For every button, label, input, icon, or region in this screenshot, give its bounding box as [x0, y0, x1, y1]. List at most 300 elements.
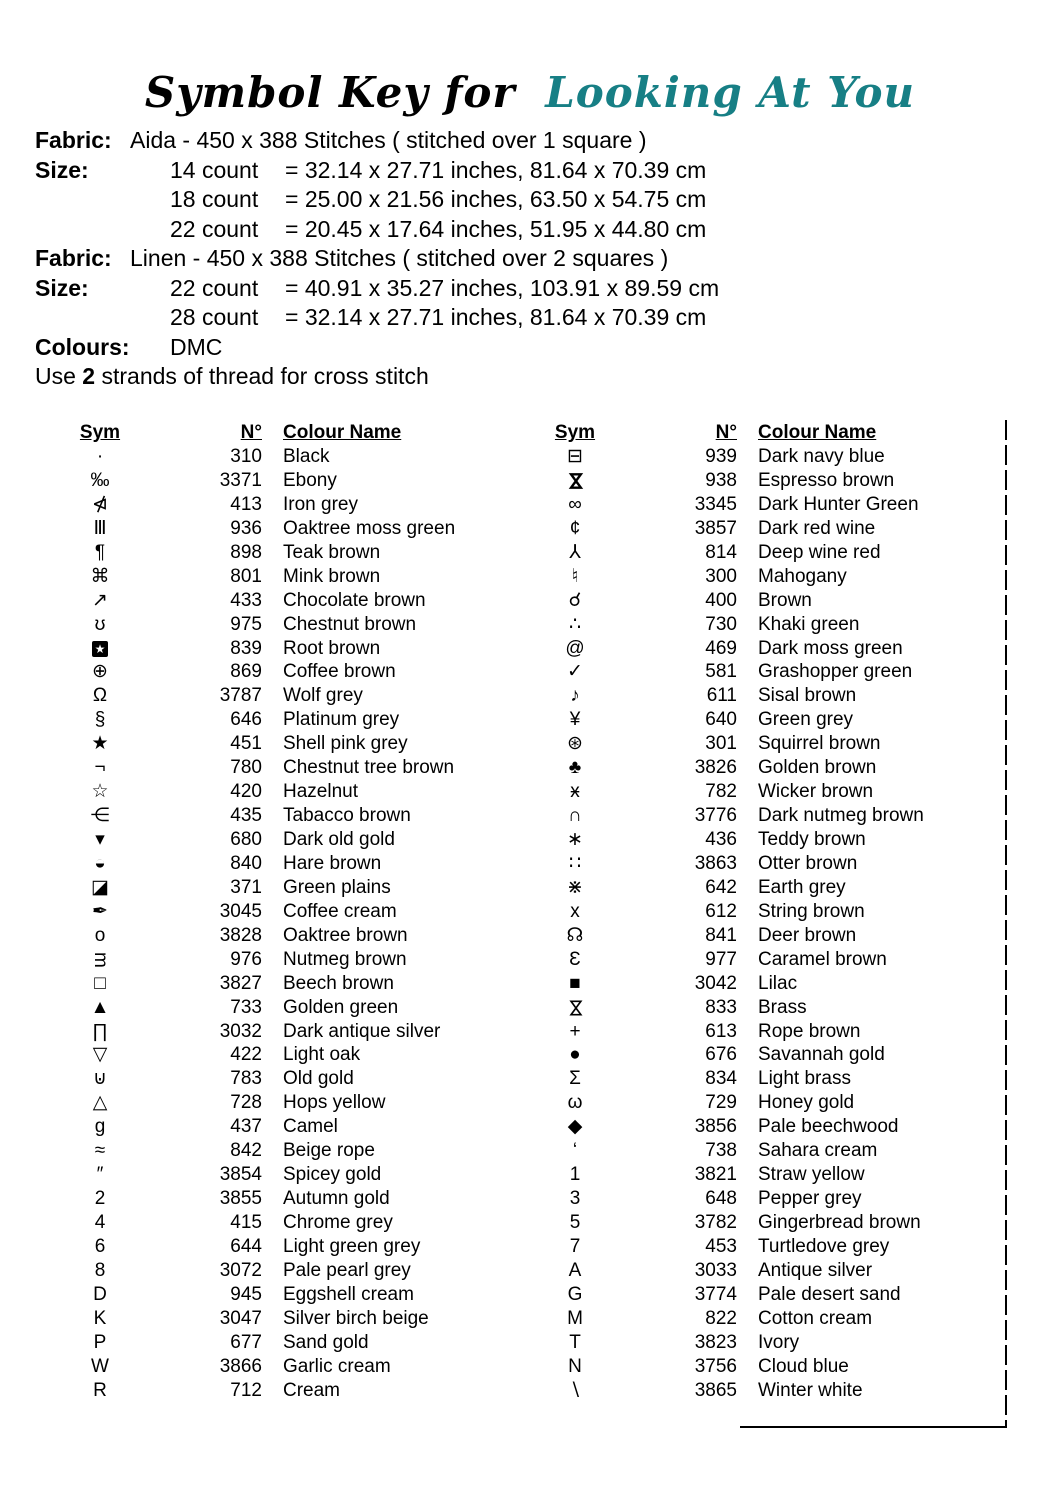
symbol-cell: ⋈ — [564, 471, 586, 491]
thread-number-cell: 437 — [230, 1116, 262, 1138]
thread-number-cell: 834 — [705, 1068, 737, 1090]
thread-number-cell: 3826 — [694, 757, 737, 779]
table-row — [545, 972, 1007, 996]
symbol-cell: W — [91, 1355, 109, 1377]
colour-name-cell: Oaktree moss green — [283, 517, 456, 539]
thread-number-cell: 433 — [230, 589, 262, 611]
symbol-cell: 8 — [94, 1259, 106, 1281]
thread-number-cell: 400 — [705, 589, 737, 611]
info-label: Size: — [35, 274, 89, 301]
table-row — [545, 756, 1007, 780]
table-row — [70, 1283, 502, 1307]
info-row-size-18 — [35, 185, 719, 215]
colour-name-cell: Chrome grey — [283, 1212, 393, 1233]
symbol-cell: x — [570, 900, 580, 922]
colour-name-cell: Hops yellow — [283, 1092, 386, 1114]
thread-number-cell: 420 — [230, 781, 262, 803]
thread-number-cell: 611 — [706, 685, 737, 707]
thread-number-cell: 612 — [705, 900, 737, 922]
info-value: = 40.91 x 35.27 inches, 103.91 x 89.59 cm — [285, 274, 720, 301]
thread-number-cell: 3857 — [694, 517, 737, 539]
thread-number-cell: 469 — [705, 637, 737, 659]
table-row — [545, 517, 1007, 541]
table-row — [545, 876, 1007, 900]
symbol-cell: ◒ — [94, 852, 106, 874]
thread-number-cell: 977 — [705, 948, 737, 970]
header-sym: Sym — [554, 422, 596, 443]
symbol-cell: ♪ — [570, 685, 580, 707]
table-body-left — [70, 445, 502, 1403]
header-number: N° — [715, 422, 737, 443]
thread-number-cell: 415 — [230, 1212, 262, 1233]
colour-name-cell: Teak brown — [283, 541, 381, 563]
table-row — [70, 1307, 502, 1331]
table-row — [545, 1067, 1007, 1091]
symbol-cell: N — [568, 1355, 582, 1377]
symbol-cell: ↗ — [92, 589, 108, 611]
colour-name-cell: Eggshell cream — [283, 1283, 414, 1305]
thread-number-cell: 936 — [230, 517, 262, 539]
colour-name-cell: Teddy brown — [758, 829, 866, 850]
thread-number-cell: 648 — [705, 1188, 737, 1210]
thread-number-cell: 413 — [230, 493, 262, 515]
colour-name-cell: Silver birch beige — [283, 1307, 429, 1329]
symbol-cell: T — [569, 1331, 581, 1353]
colour-name-cell: Light green grey — [283, 1235, 421, 1257]
symbol-cell: Ɛ — [569, 948, 581, 970]
thread-number-cell: 436 — [705, 829, 737, 850]
thread-number-cell: 841 — [705, 924, 737, 946]
info-label — [35, 185, 130, 215]
colour-name-cell: Green plains — [283, 876, 391, 898]
colour-name-cell: Garlic cream — [283, 1355, 391, 1377]
thread-number-cell: 3855 — [219, 1188, 262, 1210]
table-row — [545, 493, 1007, 517]
info-count: 28 count — [170, 304, 259, 330]
colour-name-cell: Old gold — [283, 1068, 354, 1090]
thread-number-cell: 3072 — [219, 1259, 262, 1281]
symbol-cell: Σ — [569, 1068, 581, 1090]
thread-number-cell: 783 — [230, 1068, 262, 1090]
symbol-cell: ʊ — [94, 613, 106, 635]
table-row — [545, 1115, 1007, 1139]
symbol-cell: ◆ — [567, 1116, 583, 1138]
symbol-cell: m — [89, 951, 111, 968]
symbol-cell: ✒ — [92, 900, 108, 922]
table-row — [545, 660, 1007, 684]
thread-number-cell: 898 — [230, 541, 262, 563]
thread-number-cell: 3827 — [219, 972, 262, 994]
table-row — [70, 1139, 502, 1163]
info-count: 22 count — [170, 274, 259, 301]
colour-name-cell: Wicker brown — [758, 781, 874, 803]
table-row — [545, 1187, 1007, 1211]
thread-number-cell: 300 — [705, 565, 737, 587]
symbol-cell: ▲ — [90, 996, 110, 1018]
table-row — [545, 804, 1007, 828]
thread-number-cell: 3345 — [694, 493, 737, 515]
colour-name-cell: Dark antique silver — [283, 1020, 441, 1042]
table-row — [545, 900, 1007, 924]
colour-name-cell: Light brass — [758, 1068, 851, 1090]
symbol-cell: § — [94, 709, 106, 731]
colour-name-cell: Light oak — [283, 1044, 361, 1066]
symbol-cell: ∏ — [92, 1020, 108, 1042]
table-row — [545, 469, 1007, 493]
symbol-cell: ω — [567, 1092, 583, 1114]
symbol-cell: ■ — [569, 972, 581, 994]
symbol-cell: · — [96, 446, 104, 467]
colour-name-cell: Hare brown — [283, 852, 382, 874]
strands-prefix: Use — [35, 363, 76, 389]
symbol-cell: ● — [569, 1044, 581, 1066]
colour-name-cell: Autumn gold — [283, 1188, 390, 1210]
thread-number-cell: 842 — [230, 1140, 262, 1162]
symbol-cell: ☌ — [568, 589, 582, 611]
thread-number-cell: 728 — [230, 1092, 262, 1114]
table-row — [70, 780, 502, 804]
colour-name-cell: Camel — [283, 1116, 338, 1138]
thread-number-cell: 730 — [705, 613, 737, 635]
table-row — [70, 541, 502, 565]
info-value: Aida - 450 x 388 Stitches ( stitched over 1 square ) — [130, 127, 647, 153]
thread-number-cell: 975 — [230, 613, 262, 635]
colour-name-cell: Squirrel brown — [758, 733, 881, 755]
colour-name-cell: Cloud blue — [758, 1355, 849, 1377]
table-row — [545, 996, 1007, 1020]
table-row — [70, 1115, 502, 1139]
info-label: Colours: — [35, 333, 130, 360]
colour-name-cell: Brown — [758, 589, 812, 611]
thread-number-cell: 712 — [230, 1379, 262, 1401]
symbol-cell: ⋪ — [92, 493, 108, 515]
colour-name-cell: Earth grey — [758, 876, 846, 898]
table-row — [70, 1043, 502, 1067]
thread-number-cell: 310 — [230, 446, 262, 467]
colour-name-cell: Dark old gold — [283, 829, 395, 850]
symbol-cell: ⋈ — [564, 998, 586, 1018]
colour-name-cell: Dark red wine — [758, 517, 876, 539]
symbol-cell: R — [93, 1379, 107, 1401]
table-row — [70, 756, 502, 780]
symbol-cell: ♮ — [571, 565, 579, 587]
table-row — [545, 684, 1007, 708]
colour-name-cell: Rope brown — [758, 1020, 861, 1042]
colour-name-cell: Golden green — [283, 996, 399, 1018]
strands-note — [35, 362, 719, 392]
colour-name-cell: Pale beechwood — [758, 1116, 899, 1138]
table-row — [545, 1043, 1007, 1067]
colour-name-cell: Golden brown — [758, 757, 877, 779]
table-row — [70, 732, 502, 756]
header-number: N° — [240, 422, 262, 443]
table-row — [70, 1163, 502, 1187]
thread-number-cell: 814 — [705, 541, 737, 563]
symbol-cell: K — [93, 1307, 107, 1329]
symbol-cell: ∷ — [568, 852, 582, 874]
thread-number-cell: 3032 — [219, 1020, 262, 1042]
thread-number-cell: 3828 — [219, 924, 262, 946]
symbol-cell: ▾ — [95, 829, 105, 850]
table-row — [545, 613, 1007, 637]
thread-number-cell: 646 — [230, 709, 262, 731]
info-row-size-22 — [35, 215, 719, 245]
table-row — [545, 852, 1007, 876]
thread-number-cell: 840 — [230, 852, 262, 874]
pattern-info — [35, 126, 719, 392]
thread-number-cell: 677 — [230, 1331, 262, 1353]
colour-name-cell: Chestnut tree brown — [283, 757, 455, 779]
colour-name-cell: Sand gold — [283, 1331, 369, 1353]
table-row — [545, 1139, 1007, 1163]
info-label: Fabric: — [35, 245, 112, 271]
symbol-cell: 4 — [94, 1212, 106, 1233]
thread-number-cell: 435 — [230, 805, 262, 827]
table-row — [545, 1379, 1007, 1403]
info-row-size-14 — [35, 156, 719, 186]
thread-number-cell: 945 — [230, 1283, 262, 1305]
thread-number-cell: 3047 — [219, 1307, 262, 1329]
symbol-cell: □ — [94, 972, 106, 994]
colour-name-cell: Coffee cream — [283, 900, 397, 922]
colour-name-cell: Hazelnut — [283, 781, 358, 803]
colour-name-cell: Pale pearl grey — [283, 1259, 411, 1281]
table-row — [70, 1259, 502, 1283]
header-colour-name: Colour Name — [283, 422, 402, 443]
thread-number-cell: 451 — [230, 733, 262, 755]
symbol-cell: G — [567, 1283, 583, 1305]
symbol-cell: g — [94, 1116, 106, 1138]
table-row — [70, 1091, 502, 1115]
table-row — [545, 1307, 1007, 1331]
symbol-cell: ★ — [91, 733, 109, 755]
table-row — [545, 445, 1007, 469]
table-row — [70, 565, 502, 589]
symbol-cell: ♣ — [568, 757, 582, 779]
strands-suffix: strands of thread for cross stitch — [101, 363, 429, 389]
colour-name-cell: Caramel brown — [758, 948, 887, 970]
colour-name-cell: Pale desert sand — [758, 1283, 901, 1305]
table-row — [70, 828, 502, 852]
symbol-cell: ☆ — [91, 781, 109, 803]
table-row — [545, 589, 1007, 613]
symbol-key-column-right — [545, 420, 1007, 1428]
thread-number-cell: 301 — [705, 733, 737, 755]
thread-number-cell: 729 — [705, 1092, 737, 1114]
colour-name-cell: Ivory — [758, 1331, 800, 1353]
symbol-cell: ⅄ — [569, 541, 581, 563]
colour-name-cell: Deer brown — [758, 924, 857, 946]
info-label: Fabric: — [35, 127, 112, 153]
colour-name-cell: Winter white — [758, 1379, 863, 1401]
table-row — [70, 1331, 502, 1355]
symbol-cell: ★ — [92, 641, 108, 657]
info-count: 22 count — [170, 215, 259, 242]
symbol-cell: ¶ — [94, 541, 106, 563]
header-colour-name: Colour Name — [758, 422, 877, 443]
thread-number-cell: 644 — [230, 1235, 262, 1257]
symbol-cell: ‘ — [572, 1140, 578, 1162]
symbol-cell: ⋲ — [90, 805, 110, 827]
colour-name-cell: Nutmeg brown — [283, 948, 407, 970]
symbol-cell: 5 — [569, 1212, 581, 1233]
table-row — [70, 900, 502, 924]
symbol-cell: o — [94, 924, 106, 946]
table-row — [70, 684, 502, 708]
info-row-size-28-linen — [35, 303, 719, 333]
thread-number-cell: 640 — [705, 709, 737, 731]
table-row — [70, 445, 502, 469]
symbol-cell: ⊛ — [567, 733, 583, 755]
thread-number-cell: 869 — [230, 661, 262, 683]
thread-number-cell: 738 — [705, 1140, 737, 1162]
colour-name-cell: Coffee brown — [283, 661, 396, 683]
strands-count: 2 — [82, 363, 96, 389]
colour-name-cell: Wolf grey — [283, 685, 363, 707]
colour-name-cell: Cream — [283, 1379, 341, 1401]
thread-number-cell: 3033 — [694, 1259, 737, 1281]
thread-number-cell: 3371 — [219, 469, 262, 491]
colour-name-cell: Oaktree brown — [283, 924, 408, 946]
symbol-cell: ∩ — [568, 805, 582, 827]
colour-name-cell: Brass — [758, 996, 807, 1018]
colour-name-cell: Gingerbread brown — [758, 1212, 921, 1233]
thread-number-cell: 453 — [705, 1235, 737, 1257]
colour-name-cell: Otter brown — [758, 852, 858, 874]
table-row — [545, 948, 1007, 972]
colour-name-cell: Honey gold — [758, 1092, 855, 1114]
table-row — [70, 708, 502, 732]
thread-number-cell: 613 — [705, 1020, 737, 1042]
thread-number-cell: 822 — [705, 1307, 737, 1329]
table-row — [545, 780, 1007, 804]
symbol-cell: ☊ — [566, 924, 584, 946]
colour-name-cell: Dark nutmeg brown — [758, 805, 924, 827]
colour-name-cell: Turtledove grey — [758, 1235, 890, 1257]
thread-number-cell: 833 — [705, 996, 737, 1018]
info-label — [35, 303, 130, 333]
table-row — [70, 589, 502, 613]
colour-name-cell: Shell pink grey — [283, 733, 408, 755]
thread-number-cell: 3821 — [694, 1164, 737, 1186]
table-row — [70, 972, 502, 996]
table-row — [70, 1235, 502, 1259]
symbol-cell: + — [569, 1020, 581, 1042]
table-row — [70, 1020, 502, 1044]
table-row — [545, 637, 1007, 661]
thread-number-cell: 976 — [230, 948, 262, 970]
table-row — [70, 852, 502, 876]
info-value: = 32.14 x 27.71 inches, 81.64 x 70.39 cm — [285, 156, 707, 183]
header-sym: Sym — [79, 422, 121, 443]
thread-number-cell: 782 — [705, 781, 737, 803]
symbol-cell: ◪ — [91, 876, 109, 898]
info-row-fabric-linen — [35, 244, 719, 274]
colour-name-cell: Savannah gold — [758, 1044, 885, 1066]
symbol-cell: ∖ — [568, 1379, 582, 1401]
info-value: = 20.45 x 17.64 inches, 51.95 x 44.80 cm — [285, 215, 707, 242]
title-prefix: Symbol Key for — [144, 68, 516, 117]
thread-number-cell: 3856 — [694, 1116, 737, 1138]
info-value: = 25.00 x 21.56 inches, 63.50 x 54.75 cm — [285, 186, 707, 212]
colour-name-cell: Antique silver — [758, 1259, 873, 1281]
table-row — [70, 1355, 502, 1379]
thread-number-cell: 839 — [230, 637, 262, 659]
table-row — [70, 948, 502, 972]
thread-number-cell: 938 — [705, 469, 737, 491]
colour-name-cell: Root brown — [283, 637, 381, 659]
colour-name-cell: Mink brown — [283, 565, 381, 587]
thread-number-cell: 371 — [230, 876, 262, 898]
symbol-cell: ″ — [96, 1164, 104, 1186]
colour-name-cell: Platinum grey — [283, 709, 400, 731]
table-row — [545, 1259, 1007, 1283]
thread-number-cell: 3042 — [694, 972, 737, 994]
table-row — [70, 924, 502, 948]
thread-number-cell: 3865 — [694, 1379, 737, 1401]
symbol-cell: ⊟ — [567, 446, 583, 467]
thread-number-cell: 3782 — [694, 1212, 737, 1233]
thread-number-cell: 780 — [230, 757, 262, 779]
table-row — [70, 804, 502, 828]
symbol-cell: ✓ — [567, 661, 583, 683]
colour-name-cell: Lilac — [758, 972, 798, 994]
colour-name-cell: Chocolate brown — [283, 589, 426, 611]
page-title — [0, 68, 1060, 117]
table-row — [70, 613, 502, 637]
symbol-cell: 7 — [569, 1235, 581, 1257]
thread-number-cell: 680 — [230, 829, 262, 850]
info-row-colours — [35, 333, 719, 363]
symbol-cell: ▽ — [92, 1044, 108, 1066]
symbol-cell: 6 — [94, 1235, 106, 1257]
thread-number-cell: 676 — [705, 1044, 737, 1066]
colour-name-cell: Iron grey — [283, 493, 358, 515]
colour-name-cell: Dark navy blue — [758, 446, 885, 467]
thread-number-cell: 3776 — [694, 805, 737, 827]
colour-name-cell: Spicey gold — [283, 1164, 382, 1186]
table-row — [545, 565, 1007, 589]
table-row — [545, 1211, 1007, 1235]
info-row-size-22-linen — [35, 274, 719, 304]
colour-name-cell: Grashopper green — [758, 661, 913, 683]
info-label: Size: — [35, 156, 89, 183]
table-row — [545, 1020, 1007, 1044]
symbol-cell: Ω — [92, 685, 108, 707]
colour-name-cell: Tabacco brown — [283, 805, 411, 827]
symbol-cell: ¥ — [569, 709, 581, 731]
symbol-cell: M — [567, 1307, 583, 1329]
thread-number-cell: 581 — [705, 661, 737, 683]
table-row — [70, 1187, 502, 1211]
colour-name-cell: Espresso brown — [758, 469, 895, 491]
title-pattern-name: Looking At You — [545, 68, 916, 117]
symbol-cell: ⊕ — [92, 661, 108, 683]
table-row — [545, 541, 1007, 565]
colour-name-cell: Dark moss green — [758, 637, 903, 659]
symbol-cell: ¬ — [94, 757, 106, 779]
table-row — [545, 924, 1007, 948]
table-row — [70, 517, 502, 541]
symbol-cell: ⌘ — [90, 565, 110, 587]
table-row — [545, 828, 1007, 852]
thread-number-cell: 3756 — [694, 1355, 737, 1377]
thread-number-cell: 3774 — [694, 1283, 737, 1305]
table-row — [70, 660, 502, 684]
symbol-cell: P — [93, 1331, 107, 1353]
symbol-cell: Ⅲ — [93, 517, 107, 539]
table-row — [70, 1067, 502, 1091]
